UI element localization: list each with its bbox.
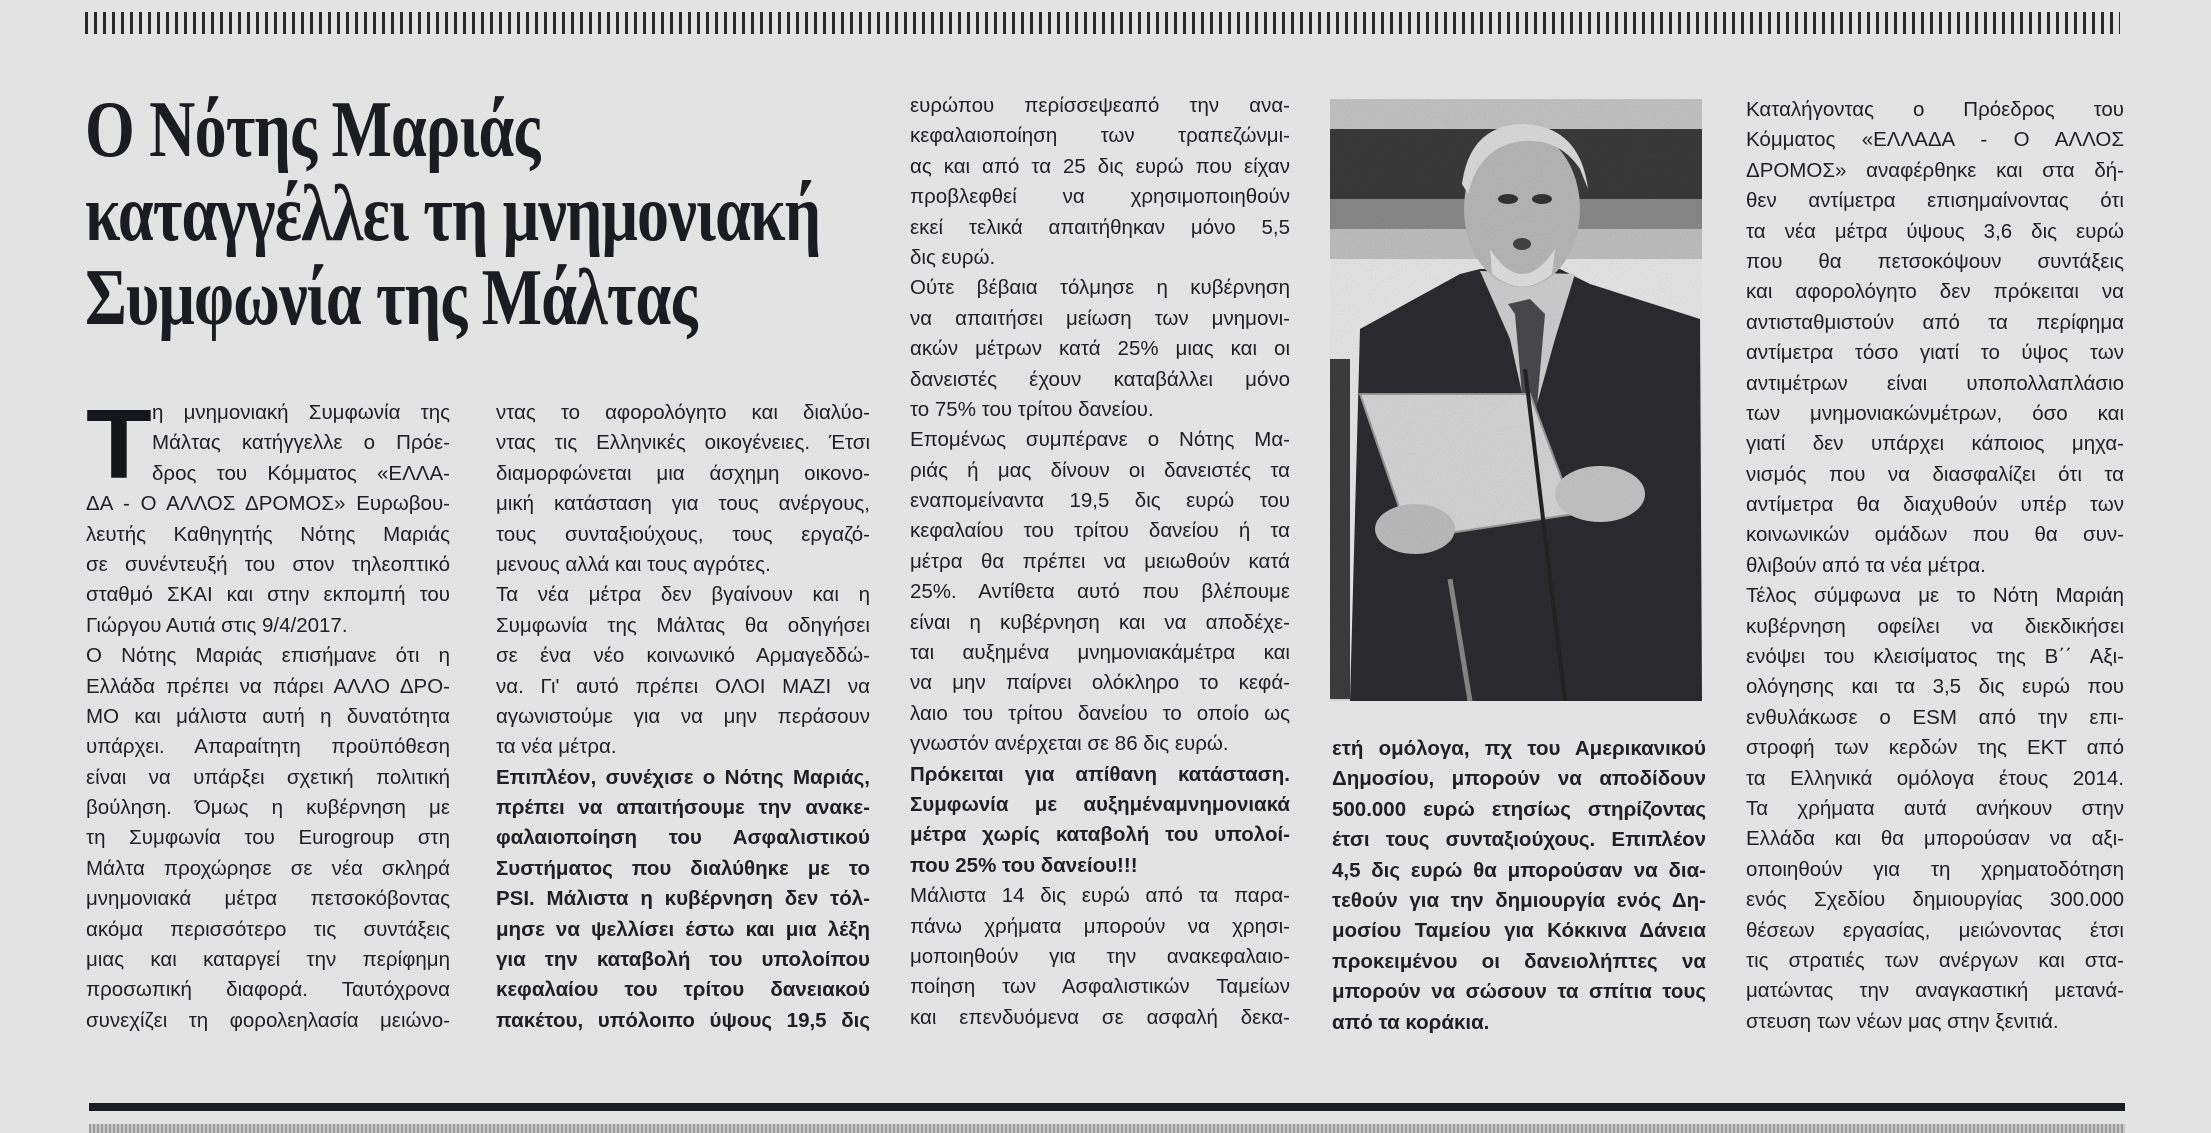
text-line-content: μέτρα θα πρέπει να μειωθούν κατά	[910, 549, 1290, 573]
text-line-content: Κόμματος «ΕΛΛΑΔΑ - Ο ΑΛΛΟΣ	[1746, 128, 2124, 152]
text-line-content: εκεί τελικά απαιτήθηκαν μόνο 5,5	[910, 215, 1290, 239]
text-line	[910, 760, 1290, 790]
text-line-content: σε ένα νέο κοινωνικό Αρμαγεδδώ-	[496, 644, 870, 668]
text-line-content: υπάρχει. Απαραίτητη προϋπόθεση	[86, 735, 450, 759]
text-line-content: από τα κοράκια.	[1332, 1010, 1490, 1034]
text-line	[910, 213, 1290, 243]
text-line-content: των μνημονιακώνμέτρων, όσο και	[1746, 401, 2124, 425]
text-line	[1746, 125, 2124, 155]
text-line-content: τα νέα μέτρα ύψους 3,6 δις ευρώ	[1746, 219, 2124, 243]
text-line-content: Συμφωνία της Μάλτας θα οδηγήσει	[496, 613, 870, 637]
text-line-content: Πρόκειται για απίθανη κατάσταση.	[910, 762, 1290, 786]
text-line-content: η μνημονιακή Συμφωνία της	[152, 401, 450, 424]
text-line	[496, 489, 870, 519]
text-line-content: ολόγησης και τα 3,5 δις ευρώ που	[1746, 675, 2124, 699]
text-line-content: στροφή των κερδών της ΕΚΤ από	[1746, 736, 2124, 760]
text-line-content: 500.000 ευρώ ετησίως στηρίζοντας	[1332, 797, 1706, 821]
text-line	[1332, 856, 1706, 886]
text-line	[496, 945, 870, 975]
text-line-content: Ελλάδα και θα μπορούσαν να αξι-	[1746, 827, 2124, 851]
text-line-content: Μάλιστα 14 δις ευρώ από τα παρα-	[910, 884, 1290, 908]
text-line	[1746, 429, 2124, 459]
text-line-content: Μάλτας κατήγγελλε ο Πρόε-	[152, 431, 450, 455]
text-line-content: δις ευρώ.	[910, 245, 996, 269]
text-line-content: προκειμένου οι δανειολήπτες να	[1332, 949, 1706, 973]
text-line	[1746, 551, 2124, 581]
text-line	[86, 945, 450, 975]
text-line-content: κεφαλαίου του τρίτου δανείου ή τα	[910, 519, 1290, 543]
article-column-2	[496, 398, 870, 1036]
text-line-content: κεφαλαίου του τρίτου δανειακού	[496, 978, 870, 1002]
text-line-content: μοποιηθούν για την ανακεφαλαιο-	[910, 944, 1290, 968]
text-line-content: νισμός που να διασφαλίζει ότι τα	[1746, 462, 2124, 486]
text-line	[1746, 1007, 2124, 1037]
text-line	[496, 641, 870, 671]
text-line	[910, 577, 1290, 607]
article-column-5	[1746, 95, 2124, 1037]
text-line-content: ται αυξημένα μνημονιακάμέτρα και	[910, 641, 1290, 665]
text-line-content: Συστήματος που διαλύθηκε με το	[496, 856, 870, 880]
text-line-content: Τέλος σύμφωνα με το Νότη Μαριάη	[1746, 584, 2124, 608]
text-line-content: Δημοσίου, μπορούν να αποδίδουν	[1332, 767, 1706, 791]
text-line-content: που 25% του δανείου!!!	[910, 853, 1138, 877]
text-line	[86, 672, 450, 702]
text-line-content: οποιηθούν για τη χρηματοδότηση	[1746, 857, 2124, 881]
text-line	[86, 793, 450, 823]
text-line-content: Γιώργου Αυτιά στις 9/4/2017.	[86, 613, 348, 637]
text-line	[496, 763, 870, 793]
text-line-content: PSI. Μάλιστα η κυβέρνηση δεν τόλ-	[496, 887, 870, 911]
text-line-content: κυβέρνηση οφείλει να διεκδικήσει	[1746, 614, 2124, 638]
drop-cap: Τ	[86, 389, 152, 499]
text-line	[1746, 672, 2124, 702]
text-line	[910, 699, 1290, 729]
text-line	[1746, 490, 2124, 520]
text-line-content: ακών μέτρων κατά 25% μιας και οι	[910, 337, 1290, 361]
text-line	[910, 456, 1290, 486]
text-line-content: εναπομείναντα 19,5 δις ευρώ του	[910, 489, 1290, 513]
text-line-content: πάνω χρήματα μπορούν να χρησι-	[910, 914, 1290, 938]
text-line	[496, 975, 870, 1005]
text-line-content: ποίηση των Ασφαλιστικών Ταμείων	[910, 975, 1290, 999]
text-line-content: τα νέα μέτρα.	[496, 735, 617, 759]
text-line	[1746, 399, 2124, 429]
text-line	[86, 823, 450, 853]
text-line	[1746, 95, 2124, 125]
text-line	[496, 884, 870, 914]
text-line	[910, 121, 1290, 151]
text-line	[1746, 642, 2124, 672]
text-line	[910, 881, 1290, 911]
text-line-content: μική κατάσταση για τους ανέργους,	[496, 492, 870, 516]
text-line	[1332, 734, 1706, 764]
text-line	[1746, 520, 2124, 550]
text-line	[496, 915, 870, 945]
text-line-content: κοινωνικών ομάδων που θα συν-	[1746, 523, 2124, 547]
text-line	[496, 702, 870, 732]
text-line-content: ντας το αφορολόγητο και διαλύο-	[496, 401, 870, 424]
text-line-content: μπορούν να σώσουν τα σπίτια τους	[1332, 980, 1706, 1004]
text-line	[86, 611, 450, 641]
text-line	[1746, 277, 2124, 307]
text-line	[496, 793, 870, 823]
text-line	[1746, 976, 2124, 1006]
text-line-content: βούληση. Όμως η κυβέρνηση με	[86, 796, 450, 820]
text-line	[1746, 885, 2124, 915]
text-line	[910, 608, 1290, 638]
text-line	[496, 611, 870, 641]
text-line-content: Τα νέα μέτρα δεν βγαίνουν και η	[496, 583, 870, 607]
text-line	[496, 854, 870, 884]
text-line-content: αντισταθμιστούν από τα περίφημα	[1746, 310, 2124, 334]
text-line	[910, 790, 1290, 820]
text-line	[86, 884, 450, 914]
text-line-content: Μάλτα προχώρησε σε νέα σκληρά	[86, 856, 450, 880]
text-line	[86, 520, 450, 550]
text-line	[1746, 946, 2124, 976]
text-line	[1746, 247, 2124, 277]
article-column-1	[86, 389, 450, 1036]
text-line	[1332, 795, 1706, 825]
text-line	[86, 550, 450, 580]
text-line	[1746, 581, 2124, 611]
text-line-content: Συμφωνία με αυξημέναμνημονιακά	[910, 792, 1290, 816]
text-line-content: Επιπλέον, συνέχισε ο Νότης Μαριάς,	[496, 765, 870, 789]
text-line	[496, 428, 870, 458]
text-line-content: μνημονιακά μέτρα πετσοκόβοντας	[86, 887, 450, 911]
text-line	[910, 547, 1290, 577]
text-line	[496, 398, 870, 428]
text-line-content: Ο Νότης Μαριάς επισήμανε ότι η	[86, 644, 450, 668]
text-line	[86, 1006, 450, 1036]
text-line-content: να μην παίρνει ολόκληρο το κεφά-	[910, 671, 1290, 695]
text-line-content: ενόψει του κλεισίματος της Β΄΄ Αξι-	[1746, 645, 2124, 669]
text-line	[86, 732, 450, 762]
text-line	[910, 1003, 1290, 1033]
text-line-content: ματώντας την αναγκαστική μετανά-	[1746, 979, 2124, 1003]
text-line	[86, 641, 450, 671]
text-line-content: Επομένως συμπέρανε ο Νότης Μα-	[910, 428, 1290, 452]
text-line-content: τα Ελληνικά ομόλογα έτους 2014.	[1746, 766, 2124, 790]
text-line	[1746, 308, 2124, 338]
text-line-content: λευτής Καθηγητής Νότης Μαριάς	[86, 522, 450, 546]
text-line	[86, 580, 450, 610]
text-line	[1332, 886, 1706, 916]
text-line-content: να. Γι' αυτό πρέπει ΟΛΟΙ ΜΑΖΙ να	[496, 674, 870, 698]
text-line-content: μιας και καταργεί την περίφημη	[86, 948, 450, 972]
article-column-4	[1332, 734, 1706, 1038]
text-line-content: ενθυλάκωσε ο ESM από την επι-	[1746, 705, 2124, 729]
text-line-content: τους συνταξιούχους, τους εργαζό-	[496, 522, 870, 546]
text-line-content: μησε να ψελλίσει έστω και μια λέξη	[496, 917, 870, 941]
text-line-content: Ελλάδα πρέπει να πάρει ΑΛΛΟ ΔΡΟ-	[86, 674, 450, 698]
text-line-content: δρος του Κόμματος «ΕΛΛΑ-	[152, 461, 450, 485]
text-line-content: μενους αλλά και τους αγρότες.	[496, 552, 771, 576]
text-line-content: ενός Σχεδίου δημιουργίας 300.000	[1746, 888, 2124, 912]
text-line-content: σε συνέντευξή του στον τηλεοπτικό	[86, 552, 450, 576]
text-line-content: ΔΑ - Ο ΑΛΛΟΣ ΔΡΟΜΟΣ» Ευρωβου-	[86, 492, 450, 516]
text-line	[910, 334, 1290, 364]
speaker-photo	[1330, 99, 1702, 701]
text-line	[910, 820, 1290, 850]
text-line	[1746, 156, 2124, 186]
text-line-content: είναι να υπάρξει σχετική πολιτική	[86, 765, 450, 789]
text-line-content: ντας τις Ελληνικές οικογένειες. Έτσι	[496, 431, 870, 455]
text-line	[1746, 703, 2124, 733]
text-line-content: 4,5 δις ευρώ θα μπορούσαν να δια-	[1332, 858, 1706, 882]
text-line-content: ακόμα περισσότερο τις συντάξεις	[86, 917, 450, 941]
text-line-content: ας και από τα 25 δις ευρώ που είχαν	[910, 154, 1290, 178]
text-line-content: το 75% του τρίτου δανείου.	[910, 397, 1154, 421]
text-line	[496, 550, 870, 580]
text-line-content: Ούτε βέβαια τόλμησε η κυβέρνηση	[910, 276, 1290, 300]
text-line	[1332, 764, 1706, 794]
text-line-content: και επενδυόμενα σε ασφαλή δεκα-	[910, 1005, 1290, 1029]
text-line-content: ΔΡΟΜΟΣ» αναφέρθηκε και στα δή-	[1746, 158, 2124, 182]
text-line-content: τεθούν για την δημιουργία ενός Δη-	[1332, 888, 1706, 912]
text-line	[910, 152, 1290, 182]
text-line	[1746, 612, 2124, 642]
text-line	[496, 823, 870, 853]
article-column-3	[910, 91, 1290, 1033]
text-line	[1746, 733, 2124, 763]
text-line-content: μοσίου Ταμείου για Κόκκινα Δάνεια	[1332, 919, 1706, 943]
text-line-content: σταθμό ΣΚΑΙ και στην εκπομπή του	[86, 583, 450, 607]
text-line-content: είναι η κυβέρνηση και να αποδέχε-	[910, 610, 1290, 634]
text-line	[496, 1006, 870, 1036]
text-line	[910, 851, 1290, 881]
text-line	[496, 459, 870, 489]
text-line-content: αντιμέτρων είναι υποπολλαπλάσιο	[1746, 371, 2124, 395]
text-line	[1332, 916, 1706, 946]
text-line-content: θλιβούν από τα νέα μέτρα.	[1746, 553, 1986, 577]
text-line-content: ριάς ή μας δίνουν οι δανειστές τα	[910, 458, 1290, 482]
text-line-content: πακέτου, υπόλοιπο ύψους 19,5 δις	[496, 1008, 870, 1032]
text-line	[1746, 217, 2124, 247]
text-line	[910, 273, 1290, 303]
text-line	[1746, 186, 2124, 216]
text-line	[1746, 855, 2124, 885]
text-line	[86, 975, 450, 1005]
text-line	[910, 304, 1290, 334]
text-line	[496, 520, 870, 550]
text-line-content: συνεχίζει τη φορολεηλασία μειώνο-	[86, 1008, 450, 1032]
text-line	[910, 516, 1290, 546]
text-line-content: Καταλήγοντας ο Πρόεδρος του	[1746, 98, 2124, 121]
text-line-content: 25%. Αντίθετα αυτό που βλέπουμε	[910, 580, 1290, 604]
text-line-content: ΜΟ και μάλιστα αυτή η δυνατότητα	[86, 704, 450, 728]
text-line-content: λαιο του τρίτου δανείου το οποίο ως	[910, 701, 1290, 725]
text-line-content: ευρώπου περίσσεψεαπό την ανα-	[910, 94, 1290, 117]
next-article-edge	[89, 1124, 2125, 1133]
text-line-content: δανειστές έχουν καταβάλλει μόνο	[910, 367, 1290, 391]
text-line	[496, 580, 870, 610]
text-line-content: για την καταβολή του υπολοίπου	[496, 948, 870, 972]
text-line-content: αγωνιστούμε για να μην περάσουν	[496, 704, 870, 728]
text-line-content: ετή ομόλογα, πχ του Αμερικανικού	[1332, 737, 1706, 760]
text-line-content: αντίμετρα τόσο γιατί το ύψος των	[1746, 341, 2124, 365]
text-line	[1746, 916, 2124, 946]
text-line	[910, 365, 1290, 395]
text-line	[86, 854, 450, 884]
text-line-content: διαμορφώνεται μια άσχημη οικονο-	[496, 461, 870, 485]
text-line	[910, 638, 1290, 668]
text-line	[910, 182, 1290, 212]
text-line-content: φαλαιοποίηση του Ασφαλιστικού	[496, 826, 870, 850]
text-line	[910, 91, 1290, 121]
text-line-content: αντίμετρα θα διαχυθούν υπέρ των	[1746, 493, 2124, 517]
text-line-content: προβλεφθεί να χρησιμοποιηθούν	[910, 185, 1290, 209]
text-line	[1746, 824, 2124, 854]
text-line	[910, 425, 1290, 455]
text-line	[1332, 977, 1706, 1007]
text-line	[910, 972, 1290, 1002]
headline-line: Συμφωνία της Μάλτας	[85, 254, 697, 342]
text-line	[910, 395, 1290, 425]
text-line	[910, 729, 1290, 759]
article-headline	[85, 88, 1004, 340]
photo-speaker-holding-paper-icon	[1330, 99, 1702, 701]
text-line	[496, 732, 870, 762]
text-line	[910, 912, 1290, 942]
text-line-content: Τα χρήματα αυτά ανήκουν στην	[1746, 796, 2124, 820]
text-line-content: τη Συμφωνία του Eurogroup στη	[86, 826, 450, 850]
text-line-content: που θα πετσοκόψουν συντάξεις	[1746, 249, 2124, 273]
text-line	[1746, 764, 2124, 794]
text-line-content: γνωστόν ανέρχεται σε 86 δις ευρώ.	[910, 732, 1229, 756]
text-line	[910, 942, 1290, 972]
headline-line: καταγγέλλει τη μνημονιακή	[85, 170, 821, 258]
text-line-content: πρέπει να απαιτήσουμε την ανακε-	[496, 796, 870, 820]
text-line-content: προσωπική διαφορά. Ταυτόχρονα	[86, 978, 450, 1002]
text-line-content: γιατί δεν υπάρχει κάποιος μηχα-	[1746, 432, 2124, 456]
text-line-content: θέσεων εργασίας, μειώνοντας έτσι	[1746, 918, 2124, 942]
text-line-content: στευση των νέων μας στην ξενιτιά.	[1746, 1009, 2059, 1033]
text-line	[86, 763, 450, 793]
text-line	[1746, 338, 2124, 368]
text-line	[86, 702, 450, 732]
text-line-content: θεν αντίμετρα επισημαίνοντας ότι	[1746, 189, 2124, 213]
text-line	[910, 243, 1290, 273]
text-line-content: να απαιτήσει μείωση των μνημονι-	[910, 306, 1290, 330]
text-line-content: έτσι τους συνταξιούχους. Επιπλέον	[1332, 828, 1706, 852]
text-line	[1746, 369, 2124, 399]
text-line-content: τις στρατιές των ανέργων και στα-	[1746, 948, 2124, 972]
text-line	[910, 486, 1290, 516]
text-line	[1332, 825, 1706, 855]
text-line	[1332, 947, 1706, 977]
text-line	[1746, 794, 2124, 824]
text-line-content: κεφαλαιοποίηση των τραπεζώνμι-	[910, 124, 1290, 148]
text-line	[496, 672, 870, 702]
text-line-content: και αφορολόγητο δεν πρόκειται να	[1746, 280, 2124, 304]
headline-line: Ο Νότης Μαριάς	[85, 86, 540, 174]
text-line	[910, 668, 1290, 698]
text-line	[86, 915, 450, 945]
bottom-rule	[89, 1103, 2125, 1111]
text-line	[1332, 1008, 1706, 1038]
text-line-content: μέτρα χωρίς καταβολή του υπολοί-	[910, 823, 1290, 847]
text-line	[1746, 460, 2124, 490]
top-border-pattern	[85, 12, 2120, 34]
